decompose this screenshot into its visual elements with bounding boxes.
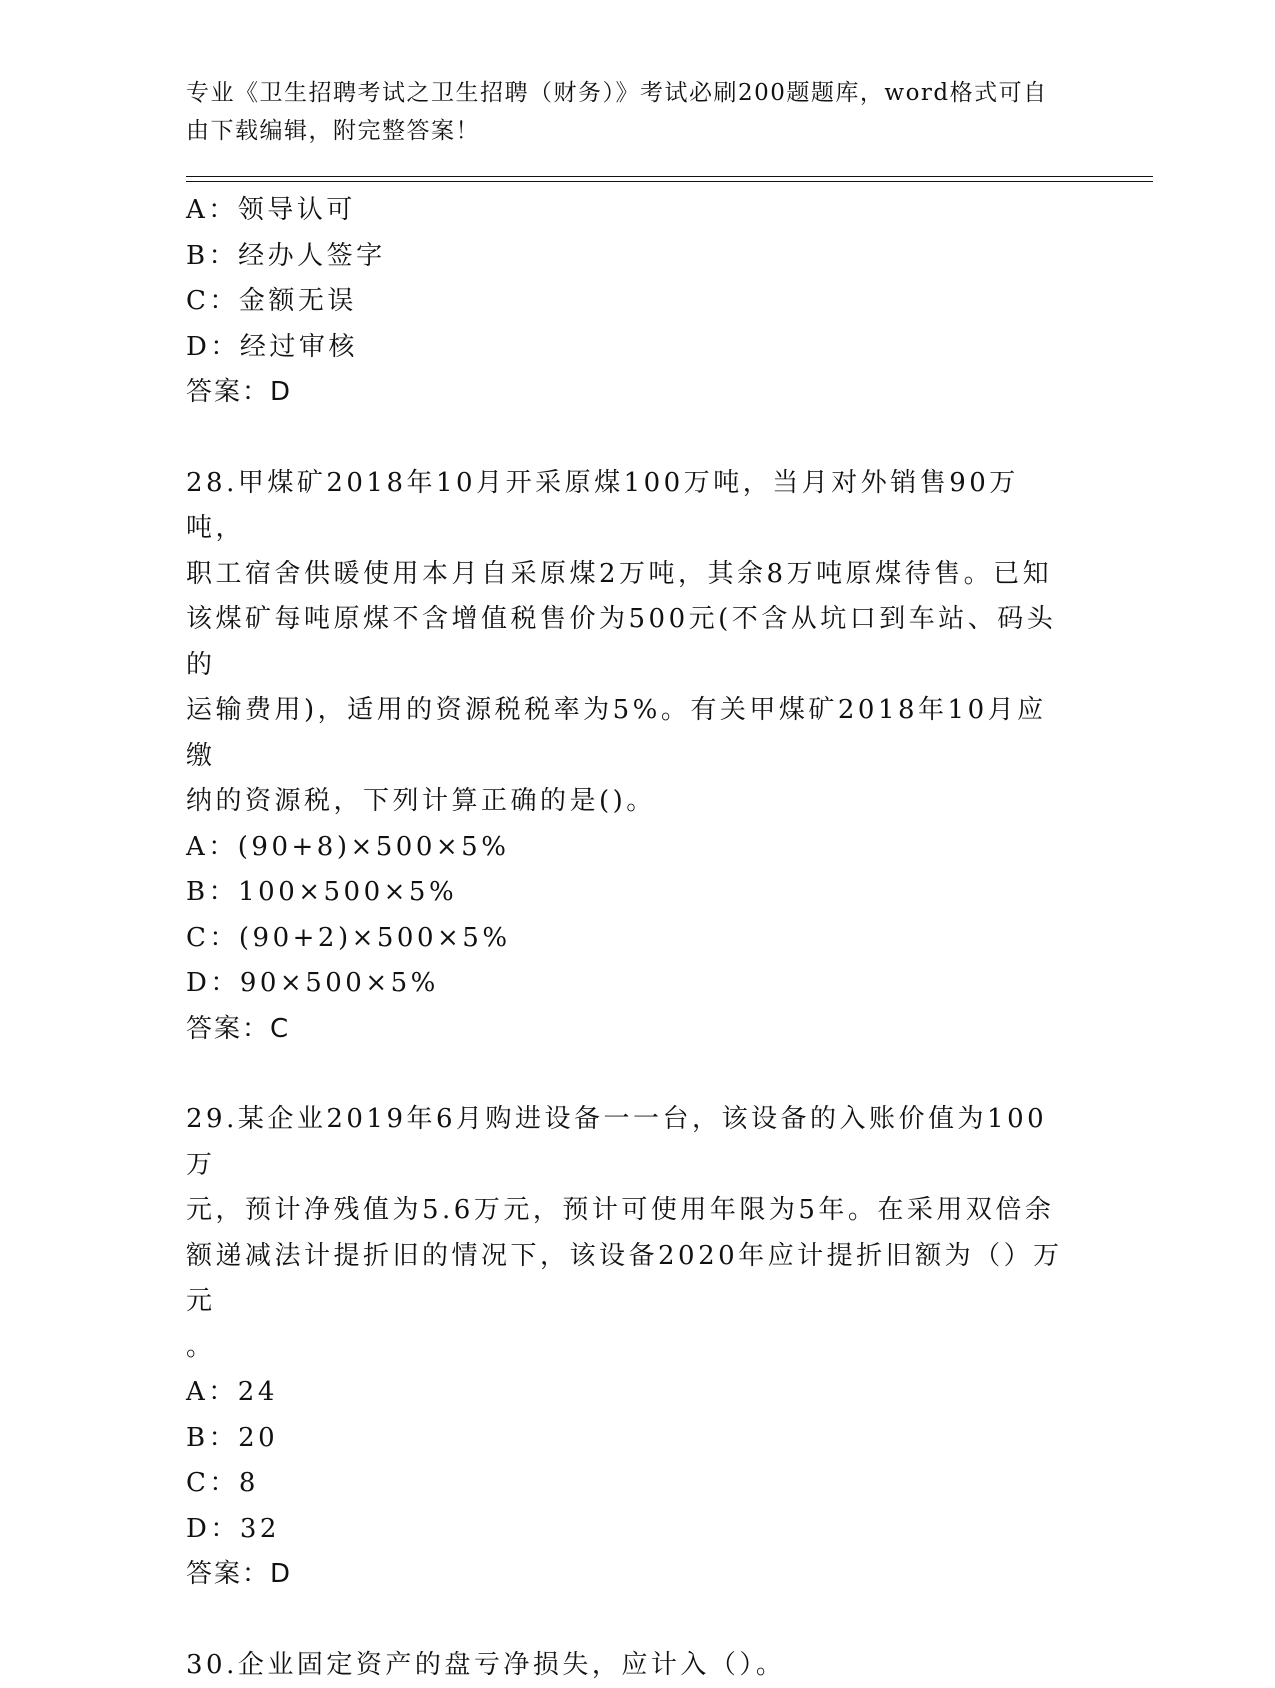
option-b: B：20 xyxy=(186,1416,1076,1462)
question-text: 30.企业固定资产的盘亏净损失，应计入（）。 xyxy=(186,1643,1076,1688)
header-rule-top xyxy=(186,176,1153,177)
option-b: B：经办人签字 xyxy=(186,234,1076,280)
option-a: A：24 xyxy=(186,1370,1076,1416)
answer: 答案：C xyxy=(186,1007,1076,1053)
header-rule-bottom xyxy=(186,181,1153,182)
question-text: 29.某企业2019年6月购进设备一一台，该设备的入账价值为100万 元，预计净残值为5.6万元，预计可使用年限为5年。在采用双倍余 额递减法计提折旧的情况下，该设备2020年应计提折旧额为（）万元 。 xyxy=(186,1097,1076,1370)
answer: 答案：D xyxy=(186,370,1076,416)
option-c: C：8 xyxy=(186,1461,1076,1507)
option-c: C：金额无误 xyxy=(186,279,1076,325)
question-29 xyxy=(186,1097,1076,1598)
option-a: A：(90+8)×500×5% xyxy=(186,825,1076,871)
option-b: B：100×500×5% xyxy=(186,870,1076,916)
question-list xyxy=(186,188,1076,1688)
question-28 xyxy=(186,461,1076,1053)
option-d: D：90×500×5% xyxy=(186,961,1076,1007)
question-30 xyxy=(186,1643,1076,1688)
document-header: 专业《卫生招聘考试之卫生招聘（财务）》考试必刷200题题库，word格式可自 由下载编辑，附完整答案！ xyxy=(186,74,1066,150)
question-text: 28.甲煤矿2018年10月开采原煤100万吨，当月对外销售90万吨， 职工宿舍供暖使用本月自采原煤2万吨，其余8万吨原煤待售。已知 该煤矿每吨原煤不含增值税售价为500元(不含从坑口到车站、码头的 运输费用)，适用的资源税税率为5%。有关甲煤矿2018年10月应缴 纳的资源税，下列计算正确的是()。 xyxy=(186,461,1076,825)
option-c: C：(90+2)×500×5% xyxy=(186,916,1076,962)
question-27 xyxy=(186,188,1076,416)
answer: 答案：D xyxy=(186,1552,1076,1598)
option-d: D：32 xyxy=(186,1507,1076,1553)
option-d: D：经过审核 xyxy=(186,325,1076,371)
option-a: A：领导认可 xyxy=(186,188,1076,234)
